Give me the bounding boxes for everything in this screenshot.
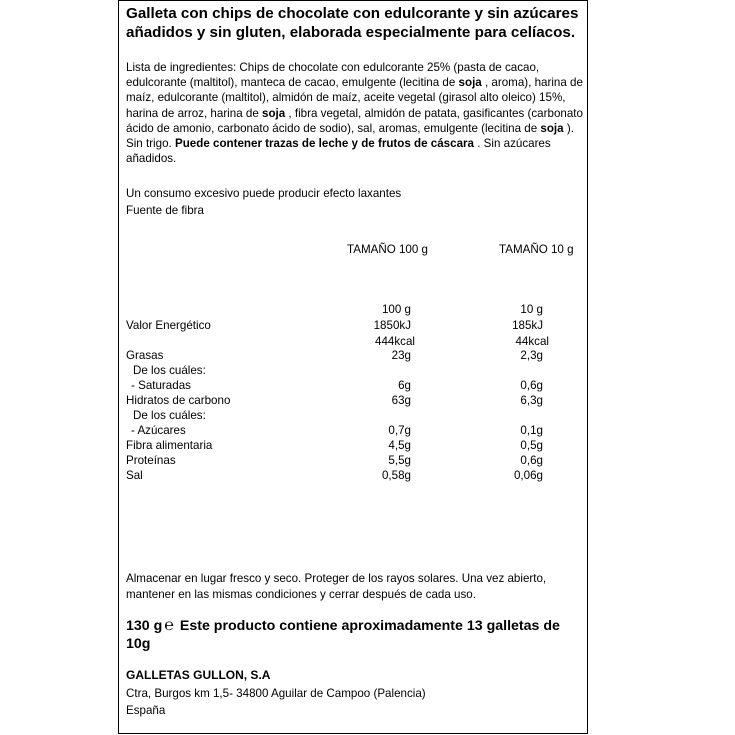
row-v10-energy-kj: 185kJ [512,319,543,332]
ingredients-text-5: . Sin azúcares añadidos. [126,137,551,166]
storage-instructions: Almacenar en lugar fresco y seco. Proteger de los rayos solares. Una vez abierto, mantener en las mismas condiciones y cerrar después de cada uso. [126,572,547,601]
row-v10-sugars: 0,1g [520,424,543,437]
ingredients-list [126,60,588,166]
row-v10-salt: 0,06g [513,469,543,482]
row-v100-protein: 5,5g [388,454,411,467]
row-label-of-which-2: De los cuáles: [133,409,206,422]
company-country: España [126,704,166,717]
row-v10-saturated: 0,6g [520,379,543,392]
unit-10: 10 g [520,303,543,316]
ingredients-text-4: ). Sin trigo. [126,121,574,151]
row-v100-energy-kj: 1850kJ [373,319,411,332]
row-label-energy: Valor Energético [126,319,211,332]
ingredients-text-1: Lista de ingredientes: Chips de chocolate con edulcorante 25% (pasta de cacao, edulcorante (maltitol), manteca de cacao, emulgente (lecitina de [126,61,540,90]
row-v10-fat: 2,3g [520,349,543,362]
estimated-sign-icon: ℮ [164,617,174,634]
row-label-of-which-1: De los cuáles: [133,364,206,377]
allergen-soja-2: soja [262,106,286,120]
allergen-traces: Puede contener trazas de leche y de frutos de cáscara [174,137,474,151]
header-size-10: TAMAÑO 10 g [499,243,574,256]
header-size-100: TAMAÑO 100 g [347,243,428,256]
company-name: GALLETAS GULLON, S.A [126,668,271,682]
row-v100-carbs: 63g [391,394,411,407]
product-title: Galleta con chips de chocolate con edulcorante y sin azúcares añadidos y sin gluten, elaborada especialmente para celíacos. [126,5,579,41]
fiber-claim: Fuente de fibra [126,204,204,217]
row-label-salt: Sal [126,469,143,482]
row-label-protein: Proteínas [126,454,176,467]
laxative-warning: Un consumo excesivo puede producir efecto laxantes [126,187,402,200]
row-v100-fat: 23g [391,349,411,362]
row-v10-protein: 0,6g [520,454,543,467]
nutrition-label [118,0,588,734]
row-v10-carbs: 6,3g [520,394,543,407]
row-v10-energy-kcal: 44kcal [515,335,549,348]
net-weight: 130 g [126,618,163,634]
allergen-soja-3: soja [540,121,564,135]
row-v100-fiber: 4,5g [388,439,411,452]
ingredients-text-2: , aroma), harina de maíz, edulcorante (maltitol), almidón de maíz, aceite vegetal (girasol alto oleico) 15%, harina de arroz, harina de [126,76,583,120]
row-v100-sugars: 0,7g [388,424,411,437]
row-v100-energy-kcal: 444kcal [375,335,415,348]
row-v100-salt: 0,58g [381,469,411,482]
row-label-saturated: - Saturadas [131,379,191,392]
row-label-fat: Grasas [126,349,164,362]
company-address: Ctra, Burgos km 1,5- 34800 Aguilar de Campoo (Palencia) [126,687,426,700]
row-label-carbs: Hidratos de carbono [126,394,231,407]
row-label-fiber: Fibra alimentaria [126,439,213,452]
ingredients-text-3: , fibra vegetal, almidón de patata, gasificantes (carbonato ácido de amonio, carbonato ácido de sodio), sal, aromas, emulgente (lecitina de [126,106,583,135]
allergen-soja-1: soja [458,76,482,90]
row-label-sugars: - Azúcares [131,424,186,437]
row-v10-fiber: 0,5g [520,439,543,452]
unit-100: 100 g [381,303,411,316]
row-v100-saturated: 6g [398,379,411,392]
pieces-note: Este producto contiene aproximadamente 13 galletas de 10g [126,618,560,652]
quantity-statement [126,617,586,653]
